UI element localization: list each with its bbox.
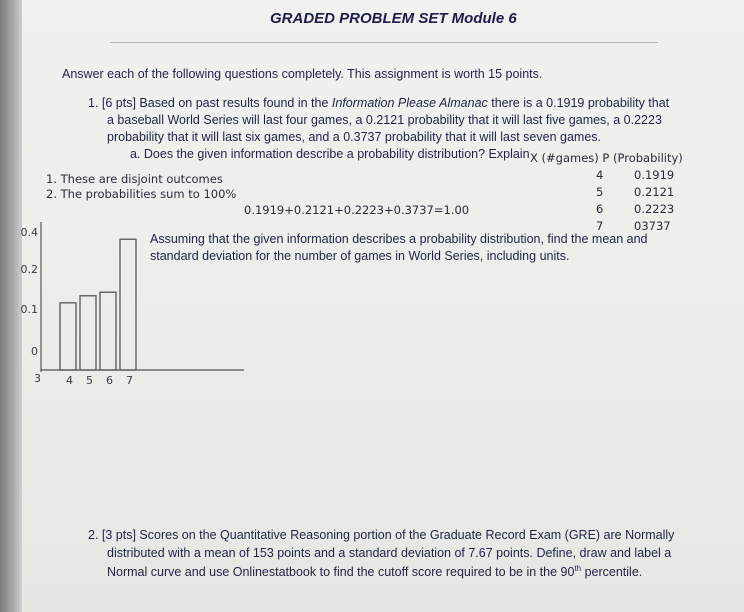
sum-calculation: 0.1919+0.2121+0.2223+0.3737=1.00 (244, 203, 470, 217)
q1-line2: a baseball World Series will last four games, a 0.2121 probability that it will last five games, a 0.2223 (107, 113, 662, 127)
table-p-6: 0.2223 (634, 202, 675, 216)
table-p-4: 0.1919 (634, 168, 675, 182)
q2-line3-suffix: percentile. (581, 565, 643, 580)
x-tick-4: 4 (66, 374, 73, 387)
table-p-7: 03737 (634, 219, 671, 233)
y-tick-0: 0 (31, 345, 38, 358)
q1-line3: probability that it will last six games, and a 0.3737 probability that it will last seven games. (107, 130, 601, 144)
table-x-6: 6 (596, 202, 604, 216)
q1-source: Information Please Almanac (331, 96, 488, 110)
x-tick-6: 6 (106, 374, 113, 387)
bar-4 (60, 303, 76, 370)
table-header: X (#games) P (Probability) (530, 151, 683, 165)
page-title: GRADED PROBLEM SET Module 6 (270, 10, 517, 27)
reason-disjoint: 1. These are disjoint outcomes (46, 172, 223, 186)
q1-part-a: a. Does the given information describe a probability distribution? Explain (130, 147, 530, 161)
instructions-text: Answer each of the following questions completely. This assignment is worth 15 points. (62, 67, 543, 81)
table-p-5: 0.2121 (634, 185, 675, 199)
reason-sum: 2. The probabilities sum to 100% (46, 187, 237, 201)
bar-6 (100, 292, 116, 370)
bar-5 (80, 296, 96, 370)
q2-line3 (107, 564, 642, 579)
bar-7 (120, 239, 136, 370)
table-x-7: 7 (596, 219, 604, 233)
q2-line3-prefix: Normal curve and use Onlinestatbook to find the cutoff score required to be in the 90 (107, 565, 575, 580)
x-tick-5: 5 (86, 374, 93, 387)
x-tick-7: 7 (126, 374, 133, 387)
q2-line3-sup: th (574, 564, 582, 573)
q1-line1-suffix: there is a 0.1919 probability that (487, 96, 670, 110)
y-tick-0.4: 0.4 (20, 226, 38, 239)
table-x-5: 5 (596, 185, 604, 199)
y-tick-0.2: 0.2 (20, 263, 38, 276)
q1-line1-prefix: 1. [6 pts] Based on past results found in the (88, 96, 332, 110)
x-tick-start: 3 (34, 372, 41, 385)
q2-line2: distributed with a mean of 153 points and a standard deviation of 7.67 points. Define, draw and label a (107, 546, 672, 560)
y-tick-0.1: 0.1 (20, 303, 38, 316)
q2-line1: 2. [3 pts] Scores on the Quantitative Reasoning portion of the Graduate Record Exam (GRE) are Normally (88, 528, 675, 542)
q1-part-b-line2: standard deviation for the number of games in World Series, including units. (150, 249, 570, 263)
q1-part-b-line1: Assuming that the given information describes a probability distribution, find the mean and (150, 232, 648, 246)
table-x-4: 4 (596, 168, 604, 182)
